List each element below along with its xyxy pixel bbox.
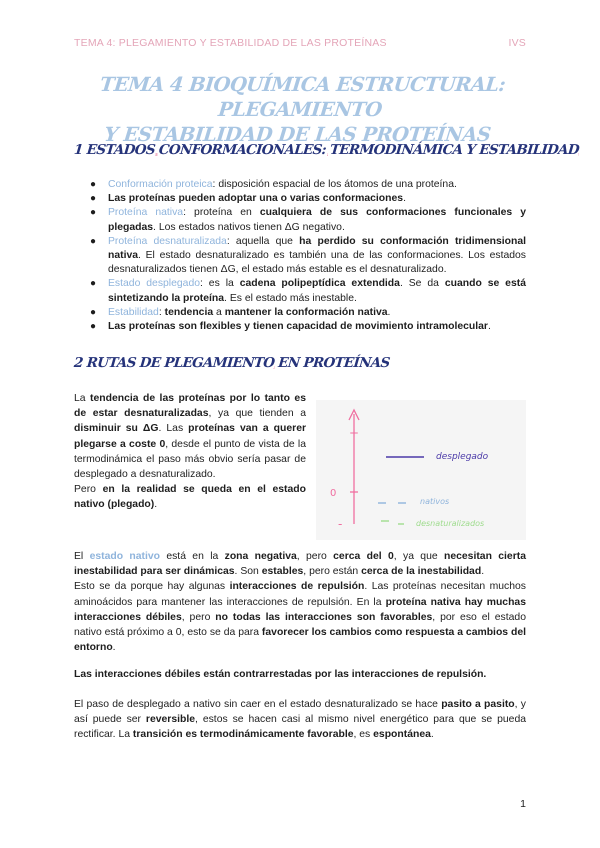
paragraph-folding-path: El paso de desplegado a nativo sin caer en el estado desnaturalizado se hace pasito a pasito, y así puede ser reversible, estos se hacen casi al mismo nivel energético para que se pueda rectificar. La transición es termodinámicamente favorable, es espontánea. bbox=[74, 699, 526, 741]
document-title bbox=[56, 72, 544, 147]
list-item: ● Estado desplegado: es la cadena polipeptídica extendida. Se da cuando se está sintetizando la proteína. Es el estado más inestable. bbox=[90, 278, 526, 304]
minus-sign: - bbox=[338, 517, 343, 531]
list-item: ● Estabilidad: tendencia a mantener la conformación nativa. bbox=[90, 306, 391, 318]
list-item: ● Las proteínas son flexibles y tienen capacidad de movimiento intramolecular. bbox=[90, 321, 491, 333]
paragraph-tendency: La tendencia de las proteínas por lo tanto es de estar desnaturalizadas, ya que tienden a disminuir su ΔG. Las proteínas van a querer plegarse a coste 0, desde el punto de vista de la termodinámica el paso más obvio sería pasar de desplegado a desnaturalizado. Pero en la realidad se queda en el estado nativo (plegado). bbox=[74, 393, 307, 511]
title-line-2: Y ESTABILIDAD DE LAS PROTEÍNAS bbox=[103, 123, 492, 146]
section-2-heading bbox=[73, 355, 390, 371]
nativos-label: nativos bbox=[420, 497, 450, 506]
energy-diagram-svg bbox=[316, 400, 526, 540]
page-header bbox=[74, 37, 526, 49]
section-1-title: ESTADOS CONFORMACIONALES: TERMODINÁMICA Y ESTABILIDAD bbox=[86, 142, 580, 158]
energy-diagram bbox=[316, 400, 526, 540]
desnaturalizados-label: desnaturalizados bbox=[416, 519, 485, 528]
bullet-list bbox=[74, 178, 526, 334]
section-2-number: 2 bbox=[73, 355, 84, 371]
plus-sign: + bbox=[349, 426, 360, 440]
header-title: TEMA 4: PLEGAMIENTO Y ESTABILIDAD DE LAS PROTEÍNAS bbox=[74, 37, 387, 49]
section-1-number: 1 bbox=[73, 142, 84, 158]
list-item: ● Conformación proteica: disposición espacial de los átomos de una proteína. bbox=[90, 179, 457, 190]
section-1-heading bbox=[73, 142, 579, 158]
list-item: ● Proteína desnaturalizada: aquella que ha perdido su conformación tridimensional nativa. El estado desnaturalizado es también una de las conformaciones. Los estados desnaturalizados tienen ΔG, el estado más estable es el desnaturalizado. bbox=[90, 235, 526, 276]
header-initials: IVS bbox=[508, 37, 526, 49]
title-line-1: TEMA 4 BIOQUÍMICA ESTRUCTURAL: PLEGAMIENTO bbox=[98, 73, 507, 121]
paragraph-native-state: El estado nativo está en la zona negativa, pero cerca del 0, ya que necesitan cierta inestabilidad para ser dinámicas. Son estables, pero están cerca de la inestabilidad. Esto se da porque hay algunas interacciones de repulsión. Las proteínas necesitan muchos aminoácidos para mantener las interacciones de repulsión. En la proteína nativa hay muchas interacciones débiles, pero no todas las interacciones son favorables, por eso el estado nativo está próximo a 0, esto se da para favorecer los cambios como respuesta a cambios del entorno. bbox=[74, 551, 527, 654]
list-item: ● Las proteínas pueden adoptar una o varias conformaciones. bbox=[90, 193, 406, 205]
section-2-title: RUTAS DE PLEGAMIENTO EN PROTEÍNAS bbox=[86, 355, 391, 371]
desplegado-label: desplegado bbox=[436, 452, 489, 462]
list-item: ● Proteína nativa: proteína en cualquiera de sus conformaciones funcionales y plegadas. Los estados nativos tienen ΔG negativo. bbox=[90, 207, 526, 233]
page-number: 1 bbox=[520, 798, 526, 810]
paragraph-weak-interactions: Las interacciones débiles están contrarrestadas por las interacciones de repulsión. bbox=[74, 669, 487, 680]
zero-label: 0 bbox=[330, 488, 337, 499]
